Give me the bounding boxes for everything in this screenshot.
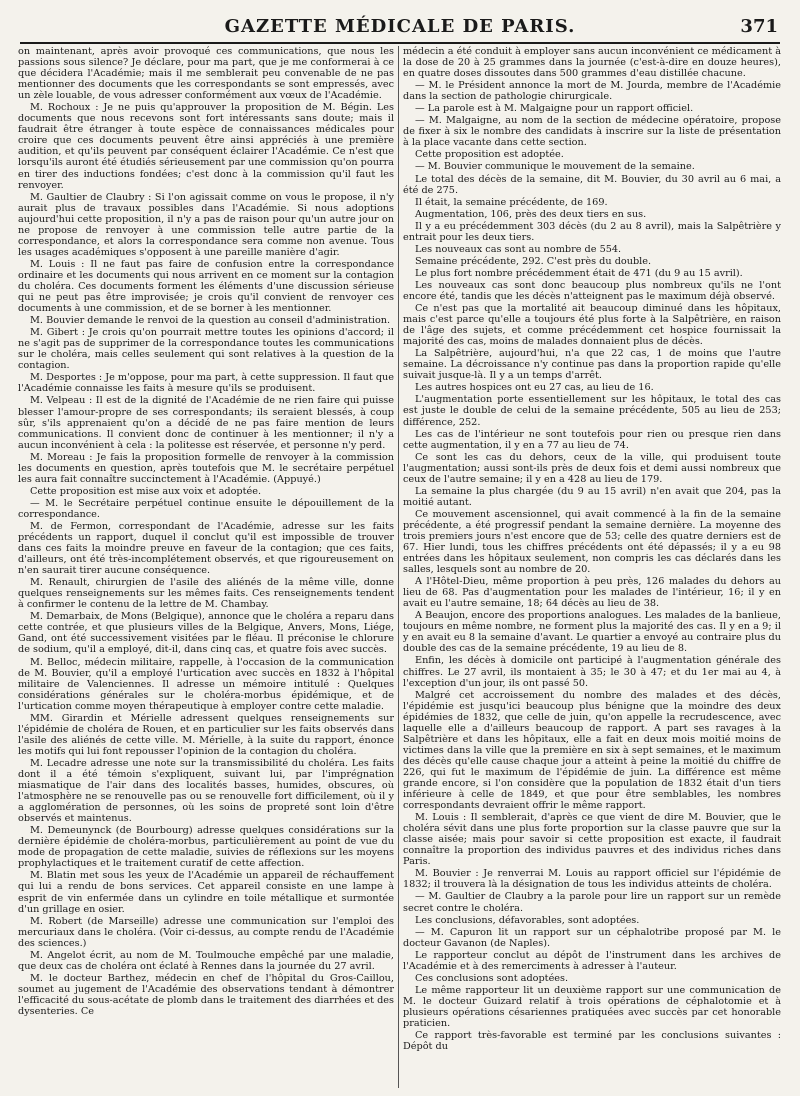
- paragraph: Enfin, les décès à domicile ont participé à l'augmentation générale des chiffres. Le 27 avril, ils montaient à 35; le 30 à 47; et du 1er mai au 4, à l'exception d'un jour, ils ont passé 50.: [403, 655, 781, 689]
- header-rule: [20, 42, 780, 44]
- paragraph: — M. Gaultier de Claubry a la parole pour lire un rapport sur un remède secret contre le choléra.: [403, 891, 781, 914]
- paragraph: Cette proposition est mise aux voix et adoptée.: [30, 485, 262, 497]
- paragraph: M. Rochoux : Je ne puis qu'approuver la proposition de M. Bégin. Les documents que nous recevons sont fort intéressants sans doute; mais il faudrait être étranger à toute espèce de connaissances médicales pour croire que ces documents peuvent être ainsi appréciés à une première audition, et qu'ils peuvent par conséquent éclairer l'Académie. Ce n'est que lorsqu'ils auront été étudiés sérieusement par une commission qu'on pourra en tirer des inductions fondées; c'est donc à la commission qu'il faut les renvoyer.: [18, 102, 394, 191]
- paragraph: M. Gibert : Je crois qu'on pourrait mettre toutes les opinions d'accord; il ne s'agit pas de supprimer de la correspondance toutes les communications sur le choléra, mais celles seulement qui sont relatives à la question de la contagion.: [18, 327, 394, 372]
- paragraph: M. le docteur Barthez, médecin en chef de l'hôpital du Gros-Caillou, soumet au jugement de l'Académie des observations tendant à démontrer l'efficacité du sous-acétate de plomb dans le traitement des diarrhées et des dysenteries. Ce: [18, 972, 394, 1017]
- paragraph: M. Demeunynck (de Bourbourg) adresse quelques considérations sur la dernière épidémie de choléra-morbus, particulièrement au point de vue du mode de propagation de cette maladie, suivies de réflexions sur les moyens prophylactiques et le traitement curatif de cette affection.: [18, 825, 394, 870]
- right-column: [403, 46, 781, 1088]
- paragraph: M. Bouvier : Je renverrai M. Louis au rapport officiel sur l'épidémie de 1832; il trouvera là la désignation de tous les individus atteints de choléra.: [403, 868, 781, 891]
- page-title: GAZETTE MÉDICALE DE PARIS.: [224, 16, 576, 37]
- paragraph: M. Renault, chirurgien de l'asile des aliénés de la même ville, donne quelques renseignements sur les mêmes faits. Ces renseignements tendent à confirmer le contenu de la lettre de M. Chambay.: [18, 577, 394, 611]
- paragraph: Il y a eu précédemment 303 décès (du 2 au 8 avril), mais la Salpêtrière y entrait pour les deux tiers.: [403, 220, 781, 243]
- paragraph: M. de Fermon, correspondant de l'Académie, adresse sur les faits précédents un rapport, duquel il conclut qu'il est impossible de trouver dans ces faits la moindre preuve en faveur de la contagion; que ces faits, d'ailleurs, ont été très-incomplétement observés, et que rigoureusement on n'en saurait tirer aucune conséquence.: [18, 520, 394, 577]
- paragraph: M. Gaultier de Claubry : Si l'on agissait comme on vous le propose, il n'y aurait plus de travaux possibles dans l'Académie. Si nous adoptions aujourd'hui cette proposition, il n'y a pas de raison pour qu'un autre jour on ne propose de renvoyer à une commission telle autre partie de la correspondance, et alors la correspondance sera comme non avenue. Tous les usages académiques s'opposent à une pareille manière d'agir.: [18, 191, 394, 258]
- paragraph: La Salpêtrière, aujourd'hui, n'a que 22 cas, 1 de moins que l'autre semaine. La décroissance n'y continue pas dans la proportion rapide qu'elle suivait jusque-là. Il y a un temps d'arrêt.: [403, 348, 781, 382]
- column-divider: [398, 46, 399, 1088]
- paragraph: M. Belloc, médecin militaire, rappelle, à l'occasion de la communication de M. Bouvier, qu'il a employé l'urtication avec succès en 1832 à l'hôpital militaire de Valenciennes. Il adresse un mémoire intitulé : Quelques considérations générales sur le choléra-morbus épidémique, et de l'urtication comme moyen thérapeutique à employer contre cette maladie.: [18, 656, 394, 712]
- paragraph: Malgré cet accroissement du nombre des malades et des décès, l'épidémie est jusqu'ici beaucoup plus bénigne que la moindre des deux épidémies de 1832, que celle de juin, qu'on appelle la recrudescence, avec laquelle elle a d'ailleurs beaucoup de rapport. A part ses ravages à la Salpêtrière et dans les hôpitaux, elle a fait en deux mois moitié moins de victimes dans la ville que la première en six à sept semaines, et le maximum des décès qu'elle cause chaque jour a atteint à peine la moitié du chiffre de 226, qui fut le maximum de l'épidémie de juin. La différence est même grande encore, si l'on considère que la population de 1832 était d'un tiers inférieure à celle de 1849, et que pour être semblables, les nombres correspondants devraient offrir le même rapport.: [403, 689, 781, 812]
- paragraph: — M. Bouvier communique le mouvement de la semaine.: [415, 161, 695, 173]
- paragraph: M. Robert (de Marseille) adresse une communication sur l'emploi des mercuriaux dans le choléra. (Voir ci-dessus, au compte rendu de l'Académie des sciences.): [18, 915, 394, 949]
- paragraph: A l'Hôtel-Dieu, même proportion à peu près, 126 malades du dehors au lieu de 68. Pas d'augmentation pour les malades de l'intérieur, 16; il y en avait eu l'autre semaine, 18; 64 décès au lieu de 38.: [403, 576, 781, 610]
- paragraph: M. Louis : Il ne faut pas faire de confusion entre la correspondance ordinaire et les documents qui nous arrivent en ce moment sur la contagion du choléra. Ces documents forment les éléments d'une discussion sérieuse qui ne peut pas être improvisée; je crois qu'il convient de renvoyer ces documents à une commission, et de se borner à les mentionner.: [18, 258, 394, 315]
- paragraph: Il était, la semaine précédente, de 169.: [415, 196, 608, 208]
- paragraph: M. Velpeau : Il est de la dignité de l'Académie de ne rien faire qui puisse blesser l'amour-propre de ses correspondants; ils seraient blessés, à coup sûr, s'ils apprenaient qu'on a décidé de ne pas faire mention de leurs communications. Il convient donc de continuer à les mentionner; il n'y a aucun inconvénient à cela : la politesse est réservée, et personne n'y perd.: [18, 395, 394, 451]
- paragraph: M. Moreau : Je fais la proposition formelle de renvoyer à la commission les documents en question, après toutefois que M. le secrétaire perpétuel les aura fait connaître succinctement à l'Académie. (Appuyé.): [18, 451, 394, 485]
- paragraph: Le plus fort nombre précédemment était de 471 (du 9 au 15 avril).: [415, 267, 743, 279]
- paragraph: — M. Capuron lit un rapport sur un céphalotribe proposé par M. le docteur Gavanon (de Naples).: [403, 926, 781, 949]
- paragraph: La semaine la plus chargée (du 9 au 15 avril) n'en avait que 204, pas la moitié autant.: [403, 485, 781, 508]
- paragraph: médecin a été conduit à employer sans aucun inconvénient ce médicament à la dose de 20 à 25 grammes dans la journée (c'est-à-dire en douze heures), en quatre doses dissoutes dans 500 grammes d'eau distillée chacune.: [403, 46, 781, 80]
- paragraph: Semaine précédente, 292. C'est près du double.: [415, 255, 652, 267]
- paragraph: MM. Girardin et Mérielle adressent quelques renseignements sur l'épidémie de choléra de Rouen, et en particulier sur les faits observés dans l'asile des aliénés de cette ville. M. Mérielle, à la suite du rapport, énonce les motifs qui lui font repousser l'opinion de la contagion du choléra.: [18, 712, 394, 757]
- paragraph: Ces conclusions sont adoptées.: [415, 972, 569, 984]
- paragraph: L'augmentation porte essentiellement sur les hôpitaux, le total des cas est juste le double de celui de la semaine précédente, 505 au lieu de 253; différence, 252.: [403, 394, 781, 428]
- paragraph: Les autres hospices ont eu 27 cas, au lieu de 16.: [415, 382, 654, 394]
- paragraph: Le rapporteur conclut au dépôt de l'instrument dans les archives de l'Académie et à des remerciments à adresser à l'auteur.: [403, 949, 781, 972]
- paragraph: M. Desportes : Je m'oppose, pour ma part, à cette suppression. Il faut que l'Académie connaisse les faits à mesure qu'ils se produisent.: [18, 372, 394, 395]
- paragraph: Les cas de l'intérieur ne sont toutefois pour rien ou presque rien dans cette augmentation, il y en a 77 au lieu de 74.: [403, 428, 781, 451]
- paragraph: Les conclusions, défavorables, sont adoptées.: [415, 914, 640, 926]
- paragraph: M. Lecadre adresse une note sur la transmissibilité du choléra. Les faits dont il a été témoin s'expliquent, suivant lui, par l'imprégnation miasmatique de l'air dans des localités basses, humides, obscures, où l'atmosphère ne se renouvelle pas ou se renouvelle fort difficilement, où il y a agglomération de personnes, où les soins de propreté sont loin d'être observés et maintenus.: [18, 757, 394, 825]
- paragraph: Les nouveaux cas sont donc beaucoup plus nombreux qu'ils ne l'ont encore été, tandis que les décès n'atteignent pas le maximum déjà observé.: [403, 279, 781, 302]
- paragraph: M. Demarbaix, de Mons (Belgique), annonce que le choléra a reparu dans cette contrée, et que plusieurs villes de la Belgique, Anvers, Mons, Liége, Gand, ont été successivement visitées par le fléau. Il préconise le chlorure de sodium, qu'il a employé, dit-il, dans cinq cas, et quatre fois avec succès.: [18, 611, 394, 656]
- paragraph: — La parole est à M. Malgaigne pour un rapport officiel.: [415, 103, 694, 115]
- paragraph: on maintenant, après avoir provoqué ces communications, que nous les passions sous silence? Je déclare, pour ma part, que je me conformerai à ce que décidera l'Académie; mais il me semblerait peu convenable de ne pas mentionner des documents que les correspondants se sont empressés, avec un zèle louable, de vous adresser conformément aux vœux de l'Académie.: [18, 46, 394, 102]
- paragraph: Augmentation, 106, près des deux tiers en sus.: [415, 208, 647, 220]
- paragraph: Ce n'est pas que la mortalité ait beaucoup diminué dans les hôpitaux, mais c'est parce qu'elle a toujours été plus forte à la Salpêtrière, en raison de l'âge des sujets, et comme précédemment cet hospice fournissait la majorité des cas, moins de malades donnaient plus de décès.: [403, 303, 781, 348]
- paragraph: — M. le Président annonce la mort de M. Jourda, membre de l'Académie dans la section de pathologie chirurgicale.: [403, 80, 781, 103]
- paragraph: Ce sont les cas du dehors, ceux de la ville, qui produisent toute l'augmentation; aussi sont-ils près de deux fois et demi aussi nombreux que ceux de l'autre semaine; il y en a 428 au lieu de 179.: [403, 451, 781, 485]
- paragraph: M. Angelot écrit, au nom de M. Toulmouche empêché par une maladie, que deux cas de choléra ont éclaté à Rennes dans la journée du 27 avril.: [18, 949, 394, 972]
- paragraph: Ce rapport très-favorable est terminé par les conclusions suivantes : Dépôt du: [403, 1030, 781, 1053]
- paragraph: Cette proposition est adoptée.: [415, 149, 564, 161]
- page-number: 371: [740, 16, 778, 37]
- page-header: [20, 12, 780, 46]
- paragraph: Les nouveaux cas sont au nombre de 554.: [415, 243, 622, 255]
- paragraph: — M. le Secrétaire perpétuel continue ensuite le dépouillement de la correspondance.: [18, 497, 394, 520]
- left-column: [18, 46, 394, 1088]
- paragraph: M. Bouvier demande le renvoi de la question au conseil d'administration.: [30, 315, 391, 327]
- paragraph: M. Louis : Il semblerait, d'après ce que vient de dire M. Bouvier, que le choléra sévit dans une plus forte proportion sur la classe pauvre que sur la classe aisée; mais pour savoir si cette proposition est exacte, il faudrait connaître la proportion des individus pauvres et des individus riches dans Paris.: [403, 812, 781, 868]
- paragraph: Le total des décès de la semaine, dit M. Bouvier, du 30 avril au 6 mai, a été de 275.: [403, 173, 781, 196]
- paragraph: A Beaujon, encore des proportions analogues. Les malades de la banlieue, toujours en même nombre, ne forment plus la majorité des cas. Il y en a 9; il y en avait eu 8 la semaine d'avant. Le quartier a envoyé au contraire plus du double des cas de la semaine précédente, 19 au lieu de 8.: [403, 610, 781, 655]
- paragraph: — M. Malgaigne, au nom de la section de médecine opératoire, propose de fixer à six le nombre des candidats à inscrire sur la liste de présentation à la place vacante dans cette section.: [403, 115, 781, 149]
- paragraph: M. Blatin met sous les yeux de l'Académie un appareil de réchauffement qui lui a rendu de bons services. Cet appareil consiste en une lampe à esprit de vin enfermée dans un cylindre en toile métallique et surmontée d'un grillage en osier.: [18, 870, 394, 915]
- paragraph: Ce mouvement ascensionnel, qui avait commencé à la fin de la semaine précédente, a été progressif pendant la semaine dernière. La moyenne des trois premiers jours n'est encore que de 53; celle des quatre derniers est de 67. Hier lundi, tous les chiffres précédents ont été dépassés; il y a eu 98 entrées dans les hôpitaux seulement, non compris les cas déclarés dans les salles, lesquels sont au nombre de 20.: [403, 508, 781, 576]
- paragraph: Le même rapporteur lit un deuxième rapport sur une communication de M. le docteur Guizard relatif à trois opérations de céphalotomie et à plusieurs opérations césariennes pratiquées avec succès par cet honorable praticien.: [403, 984, 781, 1029]
